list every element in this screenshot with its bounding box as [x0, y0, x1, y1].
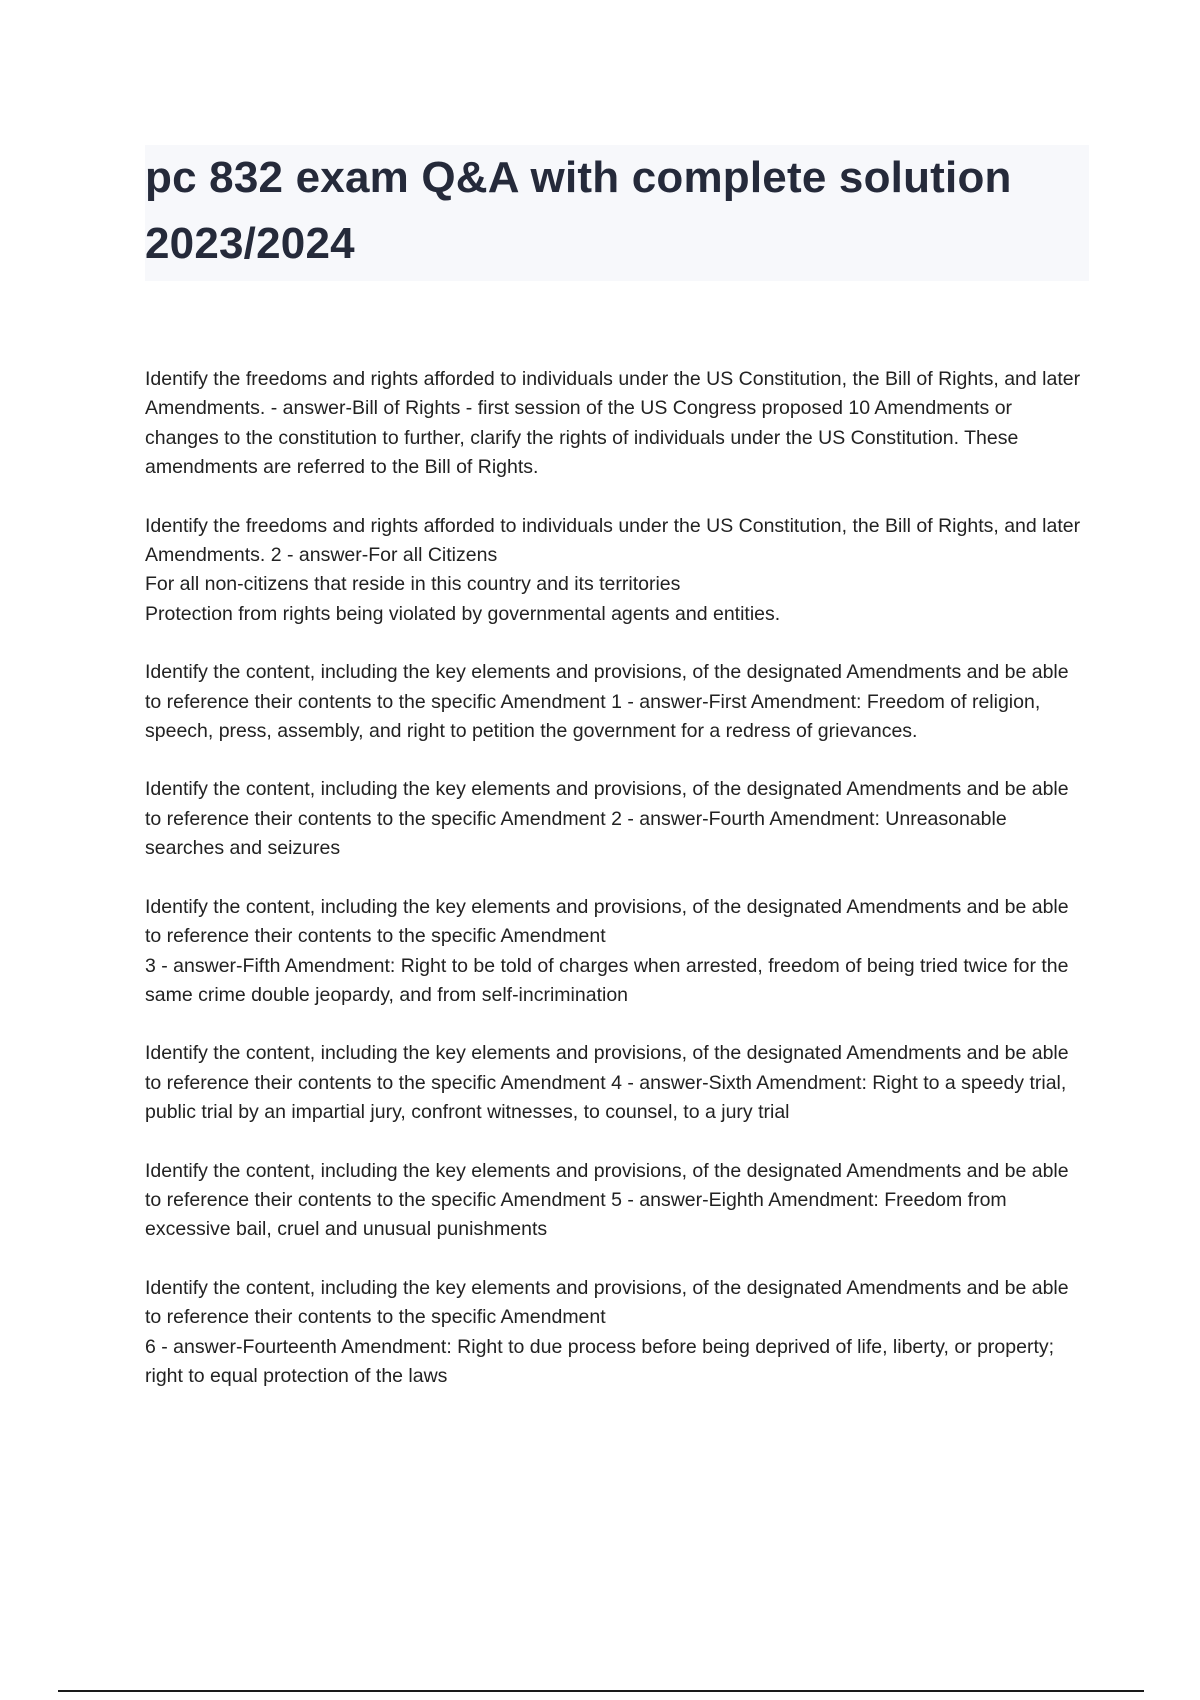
qa-entry: Identify the freedoms and rights afforded to individuals under the US Constitution, the Bill of Rights, and later Amendments. - answer-Bill of Rights - first session of the US Congress proposed 10 Amendments or changes to the constitution to further, clarify the rights of individuals under the US Constitution. These amendments are referred to the Bill of Rights.	[145, 368, 1081, 479]
qa-entry: Identify the content, including the key elements and provisions, of the designated Amendments and be able to reference their contents to the specific Amendment 4 - answer-Sixth Amendment: Right to a speedy trial, public trial by an impartial jury, confront witnesses, to counsel, to a jury trial	[145, 1042, 1069, 1124]
qa-entry: Identify the content, including the key elements and provisions, of the designated Amendments and be able to reference their contents to the specific Amendment 3 - answer-Fifth Amendment: Right to be told of charges when arrested, freedom of being tried twice for the same crime double jeopardy, and from self-incrimination	[145, 895, 1069, 1006]
qa-entry: Identify the freedoms and rights afforded to individuals under the US Constitution, the Bill of Rights, and later Amendments. 2 - answer-For all Citizens For all non-citizens that reside in this country and its territories Protection from rights being violated by governmental agents and entities.	[145, 514, 1081, 625]
qa-entry: Identify the content, including the key elements and provisions, of the designated Amendments and be able to reference their contents to the specific Amendment 2 - answer-Fourth Amendment: Unreasonable searches and seizures	[145, 778, 1069, 860]
qa-entry: Identify the content, including the key elements and provisions, of the designated Amendments and be able to reference their contents to the specific Amendment 5 - answer-Eighth Amendment: Freedom from excessive bail, cruel and unusual punishments	[145, 1159, 1069, 1241]
page-title: pc 832 exam Q&A with complete solution 2023/2024	[145, 153, 1012, 268]
footer-divider	[58, 1690, 1144, 1692]
qa-entry: Identify the content, including the key elements and provisions, of the designated Amendments and be able to reference their contents to the specific Amendment 6 - answer-Fourteenth Amendment: Right to due process before being deprived of life, liberty, or property; right to equal protection of the laws	[145, 1276, 1069, 1387]
title-banner	[145, 145, 1089, 281]
qa-entry: Identify the content, including the key elements and provisions, of the designated Amendments and be able to reference their contents to the specific Amendment 1 - answer-First Amendment: Freedom of religion, speech, press, assembly, and right to petition the government for a redress of grievances.	[145, 661, 1069, 743]
qa-list	[145, 365, 1090, 1420]
